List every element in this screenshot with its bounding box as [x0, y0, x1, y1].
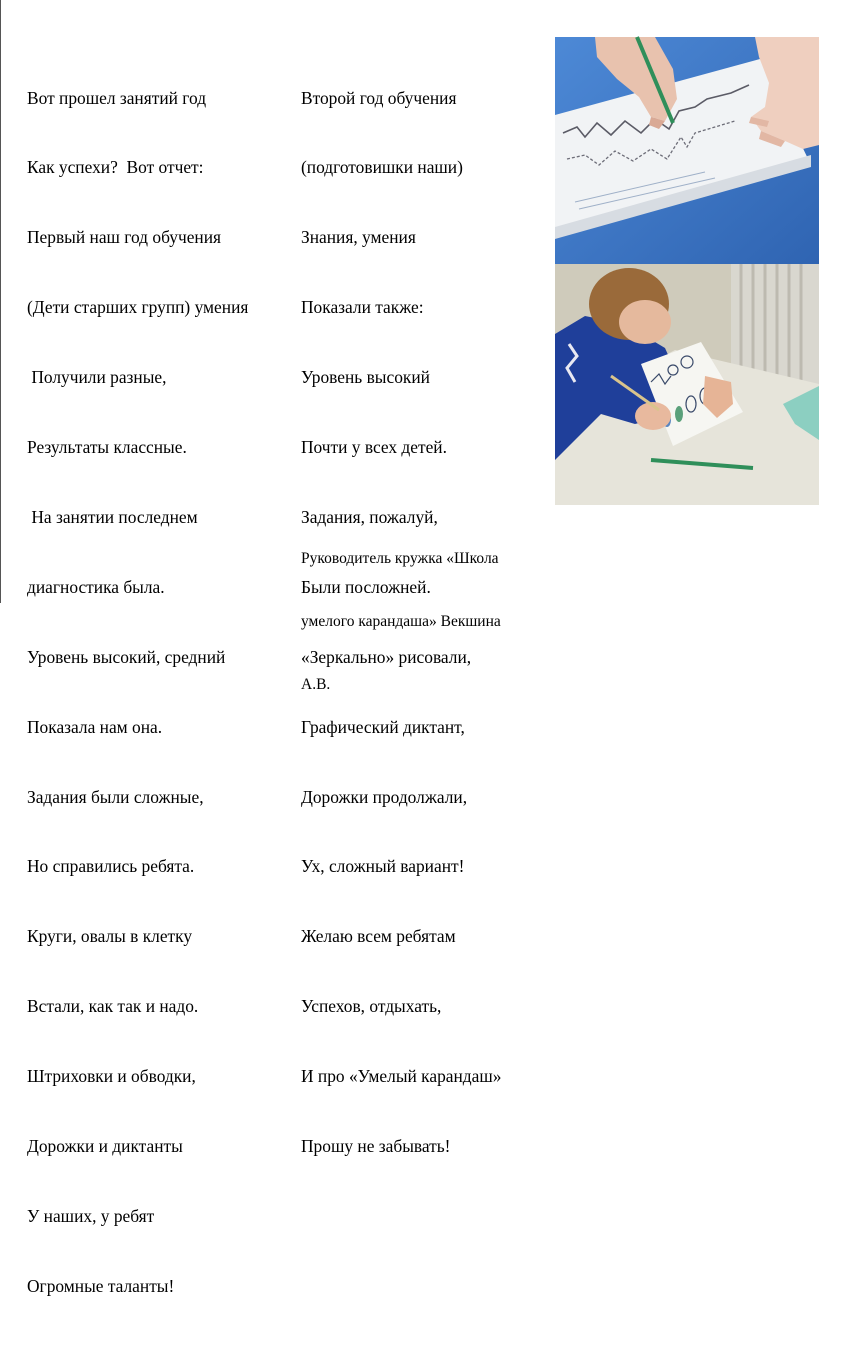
poem-line: Показали также:	[301, 297, 424, 318]
poem-line: Штриховки и обводки,	[27, 1066, 196, 1087]
poem-line: Первый наш год обучения	[27, 227, 222, 248]
poem-line: Задания были сложные,	[27, 786, 204, 807]
poem-line: Результаты классные.	[27, 437, 187, 458]
photo-hands-tracing	[555, 37, 819, 264]
poem-line: У наших, у ребят	[27, 1205, 155, 1226]
poem-line: Но справились ребята.	[27, 856, 195, 877]
poem-line: Показала нам она.	[27, 716, 163, 737]
poem-line: Прошу не забывать!	[301, 1135, 451, 1156]
signature	[301, 506, 501, 737]
poem-line: Желаю всем ребятам	[301, 926, 456, 947]
photo-boy-drawing	[555, 264, 819, 505]
poem-line: Уровень высокий, средний	[27, 646, 226, 667]
photo-hands-tracing-illustration	[555, 37, 819, 264]
poem-line: Уровень высокий	[301, 367, 430, 388]
poem-line: Знания, умения	[301, 227, 416, 248]
poem-line: «Зеркально» рисовали,	[301, 646, 472, 667]
poem-line: Получили разные,	[27, 367, 167, 388]
poem-line: Как успехи? Вот отчет:	[27, 157, 204, 178]
poem-line: Вот прошел занятий год	[27, 87, 207, 108]
photo-boy-drawing-illustration	[555, 264, 819, 505]
poem-line: Круги, овалы в клетку	[27, 926, 193, 947]
poem-line: Встали, как так и надо.	[27, 996, 199, 1017]
poem-line: Дорожки продолжали,	[301, 786, 468, 807]
poem-line: Были посложней.	[301, 576, 431, 597]
poem-line: Второй год обучения	[301, 87, 457, 108]
signature-line: умелого карандаша» Векшина	[301, 613, 501, 630]
poem-line: На занятии последнем	[27, 506, 198, 527]
signature-line: А.В.	[301, 676, 331, 693]
poem-line: Успехов, отдыхать,	[301, 996, 442, 1017]
poem-line: Ух, сложный вариант!	[301, 856, 465, 877]
poem-line: Задания, пожалуй,	[301, 506, 438, 527]
poem-line: И про «Умелый карандаш»	[301, 1066, 502, 1087]
poem-line: Графический диктант,	[301, 716, 465, 737]
signature-line: Руководитель кружка «Школа	[301, 550, 499, 567]
poem-left-column	[27, 40, 248, 1345]
poem-line: Дорожки и диктанты	[27, 1135, 183, 1156]
poem-line: Огромные таланты!	[27, 1275, 175, 1296]
poem-line: Почти у всех детей.	[301, 437, 447, 458]
poem-line: (Дети старших групп) умения	[27, 297, 249, 318]
poem-line: диагностика была.	[27, 576, 165, 597]
poem-line: (подготовишки наши)	[301, 157, 463, 178]
